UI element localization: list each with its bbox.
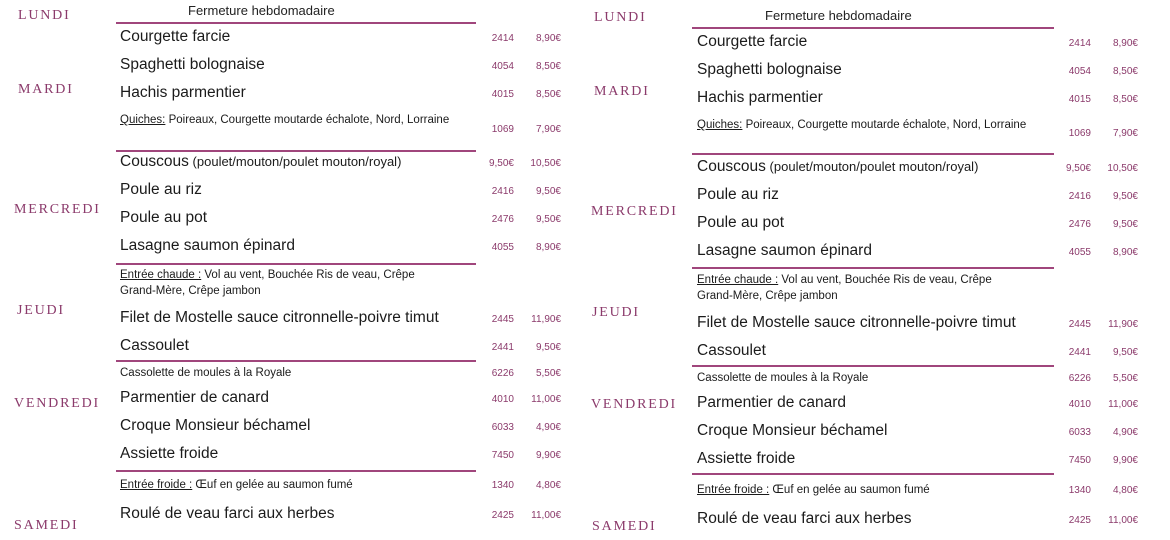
day-lundi: LUNDI bbox=[594, 10, 647, 25]
dish-code: 1340 bbox=[491, 480, 514, 491]
dish-name: Assiette froide bbox=[697, 450, 796, 467]
dish-code: 6033 bbox=[1068, 427, 1091, 438]
dish-name bbox=[120, 267, 450, 299]
dish-code: 4055 bbox=[491, 242, 514, 253]
dish-code: 2441 bbox=[1068, 347, 1091, 358]
dish-code: 7450 bbox=[491, 450, 514, 461]
dish-code: 4054 bbox=[1068, 66, 1091, 77]
dish-price: 8,90€ bbox=[1112, 247, 1138, 258]
dish-code: 2445 bbox=[1068, 319, 1091, 330]
dish-price: 11,00€ bbox=[1108, 515, 1138, 526]
menu-panel-right bbox=[580, 0, 1170, 540]
dish-name: Parmentier de canard bbox=[120, 389, 270, 406]
day-mardi: MARDI bbox=[18, 82, 74, 97]
dish-name: Poule au pot bbox=[697, 214, 785, 231]
day-vendredi: VENDREDI bbox=[14, 396, 100, 411]
dish-price: 8,50€ bbox=[1112, 66, 1138, 77]
dish-name: Spaghetti bolognaise bbox=[697, 61, 842, 78]
dish-name: Assiette froide bbox=[120, 445, 219, 462]
dish-price: 7,90€ bbox=[1112, 128, 1138, 139]
dish-code: 2414 bbox=[1068, 38, 1091, 49]
dish-price: 4,80€ bbox=[535, 480, 561, 491]
dish-variants: (poulet/mouton/poulet mouton/royal) bbox=[765, 159, 979, 174]
dish-price: 9,90€ bbox=[1112, 455, 1138, 466]
dish-category: Entrée chaude : bbox=[120, 269, 202, 281]
dish-varieties: Vol au vent, Bouchée Ris de veau, Crêpe Grand-Mère, Crêpe jambon bbox=[697, 274, 992, 302]
separator bbox=[116, 22, 476, 24]
dish-name: Roulé de veau farci aux herbes bbox=[120, 505, 335, 522]
dish-title: Couscous bbox=[120, 153, 189, 170]
dish-code: 2476 bbox=[491, 214, 514, 225]
menu-panel-left bbox=[0, 0, 580, 540]
dish-name: Cassoulet bbox=[697, 342, 766, 359]
dish-name: Poule au riz bbox=[697, 186, 779, 203]
dish-price: 10,50€ bbox=[530, 158, 561, 169]
dish-price-small: 9,50€ bbox=[488, 158, 514, 169]
separator bbox=[692, 365, 1054, 367]
dish-varieties: Poireaux, Courgette moutarde échalote, Nord, Lorraine bbox=[742, 119, 1027, 131]
dish-category: Quiches: bbox=[120, 114, 166, 126]
dish-price: 9,50€ bbox=[535, 186, 561, 197]
dish-varieties: Poireaux, Courgette moutarde échalote, Nord, Lorraine bbox=[165, 114, 450, 126]
dish-price: 11,00€ bbox=[531, 394, 561, 405]
dish-price: 11,90€ bbox=[1108, 319, 1138, 330]
dish-code: 4010 bbox=[1068, 399, 1091, 410]
dish-code: 7450 bbox=[1068, 455, 1091, 466]
day-jeudi: JEUDI bbox=[592, 305, 640, 320]
dish-price: 5,50€ bbox=[1112, 373, 1138, 384]
closure-heading: Fermeture hebdomadaire bbox=[765, 8, 912, 23]
dish-variants: (poulet/mouton/poulet mouton/royal) bbox=[188, 154, 402, 169]
dish-price: 4,90€ bbox=[535, 422, 561, 433]
dish-name: Hachis parmentier bbox=[120, 84, 246, 101]
dish-price: 7,90€ bbox=[535, 124, 561, 135]
dish-price: 8,90€ bbox=[1112, 38, 1138, 49]
separator bbox=[692, 153, 1054, 155]
dish-price: 9,50€ bbox=[535, 342, 561, 353]
separator bbox=[116, 470, 476, 472]
separator bbox=[692, 267, 1054, 269]
dish-code: 2416 bbox=[491, 186, 514, 197]
dish-price: 8,50€ bbox=[535, 61, 561, 72]
dish-name: Cassolette de moules à la Royale bbox=[120, 367, 292, 379]
dish-price: 4,90€ bbox=[1112, 427, 1138, 438]
dish-code: 2425 bbox=[1068, 515, 1091, 526]
dish-price: 4,80€ bbox=[1112, 485, 1138, 496]
dish-price: 10,50€ bbox=[1107, 163, 1138, 174]
dish-name bbox=[697, 158, 978, 176]
closure-heading: Fermeture hebdomadaire bbox=[188, 3, 335, 18]
day-mardi: MARDI bbox=[594, 84, 650, 99]
dish-varieties: Œuf en gelée au saumon fumé bbox=[769, 484, 930, 496]
dish-code: 2425 bbox=[491, 510, 514, 521]
dish-code: 2476 bbox=[1068, 219, 1091, 230]
dish-price: 9,50€ bbox=[535, 214, 561, 225]
day-mercredi: MERCREDI bbox=[591, 204, 678, 219]
dish-name bbox=[120, 153, 401, 171]
dish-name: Courgette farcie bbox=[697, 33, 808, 50]
dish-price: 9,50€ bbox=[1112, 219, 1138, 230]
dish-name: Parmentier de canard bbox=[697, 394, 847, 411]
dish-price: 8,90€ bbox=[535, 33, 561, 44]
dish-category: Quiches: bbox=[697, 119, 743, 131]
dish-name: Courgette farcie bbox=[120, 28, 231, 45]
day-samedi: SAMEDI bbox=[14, 518, 79, 533]
dish-price-small: 9,50€ bbox=[1065, 163, 1091, 174]
dish-category: Entrée froide : bbox=[697, 484, 770, 496]
dish-name: Hachis parmentier bbox=[697, 89, 823, 106]
dish-price: 11,00€ bbox=[531, 510, 561, 521]
dish-name: Cassolette de moules à la Royale bbox=[697, 372, 869, 384]
dish-title: Couscous bbox=[697, 158, 766, 175]
day-mercredi: MERCREDI bbox=[14, 202, 101, 217]
dish-code: 2441 bbox=[491, 342, 514, 353]
dish-code: 1340 bbox=[1068, 485, 1091, 496]
dish-price: 9,50€ bbox=[1112, 347, 1138, 358]
dish-varieties: Œuf en gelée au saumon fumé bbox=[192, 479, 353, 491]
dish-varieties: Vol au vent, Bouchée Ris de veau, Crêpe Grand-Mère, Crêpe jambon bbox=[120, 269, 415, 297]
dish-name: Cassoulet bbox=[120, 337, 189, 354]
dish-price: 5,50€ bbox=[535, 368, 561, 379]
dish-price: 8,50€ bbox=[1112, 94, 1138, 105]
dish-code: 1069 bbox=[1068, 128, 1091, 139]
dish-code: 4055 bbox=[1068, 247, 1091, 258]
dish-code: 1069 bbox=[491, 124, 514, 135]
dish-name bbox=[697, 117, 1027, 133]
dish-category: Entrée froide : bbox=[120, 479, 193, 491]
dish-name: Spaghetti bolognaise bbox=[120, 56, 265, 73]
dish-code: 2445 bbox=[491, 314, 514, 325]
dish-code: 2416 bbox=[1068, 191, 1091, 202]
dish-name: Poule au riz bbox=[120, 181, 202, 198]
dish-code: 4015 bbox=[1068, 94, 1091, 105]
dish-code: 2414 bbox=[491, 33, 514, 44]
dish-name: Croque Monsieur béchamel bbox=[120, 417, 311, 434]
dish-name: Lasagne saumon épinard bbox=[120, 237, 295, 254]
dish-name: Poule au pot bbox=[120, 209, 208, 226]
day-jeudi: JEUDI bbox=[17, 303, 65, 318]
dish-name: Filet de Mostelle sauce citronnelle-poivre timut bbox=[697, 314, 1016, 331]
separator bbox=[692, 27, 1054, 29]
day-samedi: SAMEDI bbox=[592, 519, 657, 534]
dish-name: Filet de Mostelle sauce citronnelle-poivre timut bbox=[120, 309, 439, 326]
dish-code: 4010 bbox=[491, 394, 514, 405]
day-lundi: LUNDI bbox=[18, 8, 71, 23]
dish-code: 6033 bbox=[491, 422, 514, 433]
dish-category: Entrée chaude : bbox=[697, 274, 779, 286]
dish-name bbox=[120, 112, 450, 128]
separator bbox=[692, 473, 1054, 475]
day-vendredi: VENDREDI bbox=[591, 397, 677, 412]
dish-price: 9,50€ bbox=[1112, 191, 1138, 202]
dish-name: Lasagne saumon épinard bbox=[697, 242, 872, 259]
dish-code: 6226 bbox=[1068, 373, 1091, 384]
dish-price: 8,50€ bbox=[535, 89, 561, 100]
dish-name bbox=[120, 477, 353, 493]
dish-price: 11,00€ bbox=[1108, 399, 1138, 410]
dish-code: 4015 bbox=[491, 89, 514, 100]
dish-code: 4054 bbox=[491, 61, 514, 72]
dish-price: 8,90€ bbox=[535, 242, 561, 253]
dish-price: 9,90€ bbox=[535, 450, 561, 461]
dish-name bbox=[697, 482, 930, 498]
separator bbox=[116, 263, 476, 265]
separator bbox=[116, 150, 476, 152]
dish-price: 11,90€ bbox=[531, 314, 561, 325]
dish-name: Croque Monsieur béchamel bbox=[697, 422, 888, 439]
dish-name bbox=[697, 272, 1027, 304]
dish-name: Roulé de veau farci aux herbes bbox=[697, 510, 912, 527]
separator bbox=[116, 360, 476, 362]
dish-code: 6226 bbox=[491, 368, 514, 379]
